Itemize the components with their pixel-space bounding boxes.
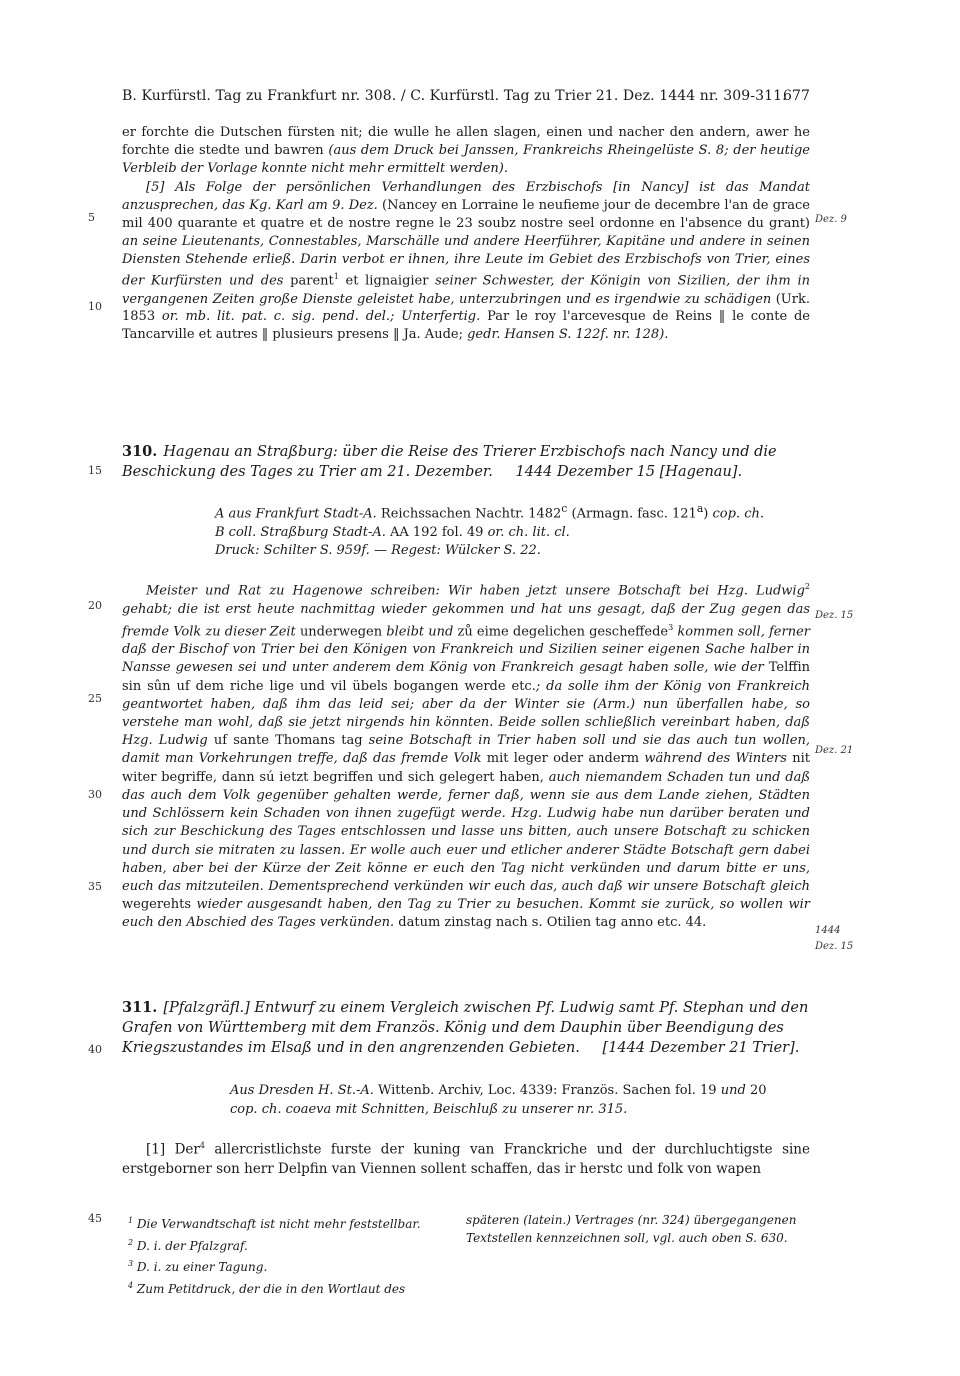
line-number: 35 <box>88 880 102 893</box>
text-run: AA 192 fol. 49 <box>390 524 484 540</box>
footnotes-left <box>128 1212 446 1298</box>
doc-date: [1444 Dezember 21 Trier]. <box>602 1040 800 1056</box>
text-run: uf sante Thomans tag <box>213 733 363 749</box>
sup: a <box>696 502 704 515</box>
doc-310-heading <box>122 442 810 482</box>
text-run: cop. ch. coaeva mit Schnitten, Beischluß zu unserer nr. 315. <box>230 1101 628 1117</box>
text-run: Druck: Schilter S. 959f. — Regest: Wülcker S. 22. <box>215 543 541 559</box>
text-run: A aus Frankfurt Stadt-A. <box>215 506 377 522</box>
footnote-number: 2 <box>128 1237 134 1247</box>
running-title: B. Kurfürstl. Tag zu Frankfurt nr. 308. / C. Kurfürstl. Tag zu Trier 21. Dez. 1444 nr. 309-311. <box>122 88 787 104</box>
text-run: gedr. Hansen S. 122f. nr. 128). <box>467 327 669 343</box>
text-run: Aus Dresden H. St.-A. <box>230 1083 374 1098</box>
text-run: auch niemandem Schaden tun und daß das auch dem Volk gegenüber gehalten werde, ferner daß, wenn sie aus dem Lande ziehen, Städten und Schlössern kein Schaden von ihnen zugefügt werde. Hzg. Ludwig habe nun darüber beraten und sich zur Beschickung des Tages entschlossen und lasse uns bitten, auch unsere Botschaft zu schicken und durch sie mitraten zu lassen. Er wolle auch euer und etlicher anderer Städte Botschaft gern dabei haben, aber bei der Kürze der Zeit könne er euch den Tag nicht verkünden und darum bitte er uns, euch das mitzuteilen. Dementsprechend verkünden wir euch das, auch daß wir unsere Botschaft gleich <box>122 769 810 894</box>
text-run: Reichssachen Nachtr. 1482 <box>380 506 562 522</box>
text-run: seiner Schwester, der Königin von Sizilien, der ihm in vergangenen Zeiten große Dienste geleistet habe, unterzubringen und es irgendwie zu schädigen <box>122 273 810 307</box>
doc-311-sources <box>230 1082 810 1119</box>
text-run: Par le roy l'arcevesque de Reins ‖ le conte de Tancarville et autres ‖ plusieurs presens ‖ Ja. Aude; <box>122 309 810 343</box>
text-run: B coll. Straßburg Stadt-A. <box>215 524 386 540</box>
text-run: ; da solle ihm der König von Frankreich geantwortet haben, daß ihm das leid sei; aber da der Winter sie (Arm.) nun überfallen habe, so verstehe man wohl, daß sie jetzt nirgends hin könnten. Beide sollen schließlich vereinbart haben, daß Hzg. Ludwig <box>122 678 810 749</box>
footnote-text: Die Verwandtschaft ist nicht mehr feststellbar. <box>136 1217 421 1231</box>
text-run: or. mb. lit. pat. c. sig. pend. del.; Unterfertig. <box>161 309 481 325</box>
text-run: (Nancey en Lorraine le neufieme jour de decembre l'an de grace mil 400 quarante et quatre et de nostre regne le 23 soubz nostre seel ordonne en l'absence du grant) <box>122 198 810 231</box>
footnote-ref: 2 <box>804 582 810 591</box>
margin-date: Dez. 15 <box>815 610 854 621</box>
text-run: mit leger oder anderm <box>486 751 640 767</box>
line-number: 5 <box>88 211 95 224</box>
footnote-number: 1 <box>128 1216 134 1225</box>
footnote-number: 3 <box>128 1259 134 1268</box>
footnote-text: D. i. zu einer Tagung. <box>136 1260 268 1274</box>
footnote-text: Zum Petitdruck, der die in den Wortlaut des <box>136 1281 406 1296</box>
doc-title: Hagenau an Straßburg: über die Reise des Trierer Erzbischofs nach Nancy und die Beschickung des Tages zu Trier am 21. Dezember. <box>122 444 777 480</box>
line-number: 20 <box>88 599 102 612</box>
text-run: underwegen <box>299 624 383 640</box>
text-run: [5] Als Folge der persönlichen Verhandlungen des Erzbischofs [in Nancy] ist das Mandat anzusprechen, das Kg. Karl am 9. Dez. <box>122 180 810 214</box>
margin-date: Dez. 9 <box>815 214 847 225</box>
text-run: an seine Lieutenants, Connestables, Marschälle und andere Heerführer, Kapitäne und andere in seinen Diensten Stehende erließ. Darin verbot er ihnen, ihre Leute im Gebiet des Erzbischofs von Trier, eines der Kurfürsten und des <box>122 233 810 289</box>
footnote-text: D. i. der Pfalzgraf. <box>136 1238 248 1253</box>
footnote-text: späteren (latein.) Vertrages (nr. 324) übergegangenen Textstellen kennzeichnen soll, vgl. auch oben S. 630. <box>466 1213 797 1245</box>
line-number: 10 <box>88 300 102 313</box>
doc-number: 310. <box>122 443 158 460</box>
text-run: 20 <box>749 1083 767 1098</box>
doc-310-body <box>122 578 810 933</box>
line-number: 45 <box>88 1212 102 1225</box>
doc-310-sources <box>215 500 810 561</box>
line-number: 30 <box>88 788 102 801</box>
doc-311-heading <box>122 998 810 1058</box>
text-run: er forchte die Dutschen fürsten nit; die wulle he allen slagen, einen und nacher den andern, awer he forchte die stedte und bawren <box>122 125 810 158</box>
doc-title: [Pfalzgräfl.] Entwurf zu einem Vergleich zwischen Pf. Ludwig samt Pf. Stephan und den Grafen von Württemberg mit dem Französ. König und dem Dauphin über Beendigung des Kriegszustandes im Elsaß und in den angrenzenden Gebieten. <box>122 1000 809 1056</box>
text-run: parent <box>290 273 334 289</box>
text-run: Meister und Rat zu Hagenowe schreiben: Wir haben jetzt unsere Botschaft bei Hzg. Ludwig <box>146 583 805 599</box>
running-header <box>122 88 810 104</box>
text-run: bleibt und <box>382 624 458 640</box>
text-run: (Armagn. fasc. 121 <box>571 506 697 522</box>
text-run: Wittenb. Archiv, Loc. 4339: Französ. Sachen fol. 19 <box>378 1083 717 1098</box>
text-run: or. ch. lit. cl. <box>487 524 570 540</box>
text-run: cop. ch. <box>712 506 764 522</box>
text-run: (Urk. 1853 <box>122 291 810 325</box>
footnote-number: 4 <box>128 1280 134 1290</box>
continuation-text <box>122 124 810 344</box>
footnote-ref: 1 <box>333 272 339 282</box>
line-number: 25 <box>88 692 102 705</box>
line-number: 15 <box>88 464 102 477</box>
text-run: zů eime degelichen gescheffede <box>457 624 669 640</box>
text-run: kommen soll, ferner daß der Bischof von Trier bei den Königen von Frankreich und Sizilien seiner eigenen Sache halber in Nansse gewesen sei und unter anderem dem König von Frankreich gesagt haben solle, wie der <box>122 624 810 676</box>
margin-date: Dez. 21 <box>815 745 854 756</box>
text-run: gehabt; die ist erst heute nachmittag wieder gekommen und hat uns gesagt, daß der Zug gegen das fremde Volk zu dieser Zeit <box>122 601 810 640</box>
doc-number: 311. <box>122 999 158 1016</box>
text-run: allercristlichste furste der kuning van Franckriche und der durchluchtigste sine erstgeborner son herr Delpfin van Viennen sollent schaffen, das ir herstc und folk von wapen <box>122 1141 810 1177</box>
text-run: nit witer begriffe, dann sú ietzt begriffen und sich gelegert haben, <box>122 751 810 785</box>
text-run: ) <box>703 506 709 522</box>
line-number: 40 <box>88 1043 102 1056</box>
page-number: 677 <box>782 88 810 104</box>
footnote-ref: 4 <box>199 1141 205 1150</box>
text-run: datum zinstag nach s. Otilien tag anno etc. 44. <box>394 915 707 931</box>
margin-year: 1444 <box>815 925 841 936</box>
doc-date: 1444 Dezember 15 [Hagenau]. <box>515 464 743 480</box>
text-run: Telffin sin sûn uf dem riche lige und vil übels bogangen werde etc. <box>122 660 810 694</box>
text-run: wieder ausgesandt haben, den Tag zu Trier zu besuchen. Kommt sie zurück, so wollen wir euch den Abschied des Tages verkünden. <box>122 897 810 931</box>
text-run: seine Botschaft in Trier haben soll und sie das auch tun wollen, damit man Vorkehrungen treffe, daß das fremde Volk <box>122 733 810 767</box>
margin-date: Dez. 15 <box>815 941 854 952</box>
doc-311-body <box>122 1136 810 1179</box>
sup: c <box>561 502 568 515</box>
text-run: und <box>720 1083 746 1098</box>
footnotes-right <box>466 1212 806 1247</box>
text-run: (aus dem Druck bei Janssen, Frankreichs Rheingelüste S. 8; der heutige Verbleib der Vorlage konnte nicht mehr ermittelt werden). <box>122 142 810 176</box>
footnote-ref: 3 <box>668 622 674 632</box>
text-run: [1] Der <box>146 1141 200 1158</box>
text-run: et lignaigier <box>345 273 429 289</box>
text-run: wegerehts <box>122 897 192 913</box>
text-run: während des Winters <box>639 751 793 767</box>
